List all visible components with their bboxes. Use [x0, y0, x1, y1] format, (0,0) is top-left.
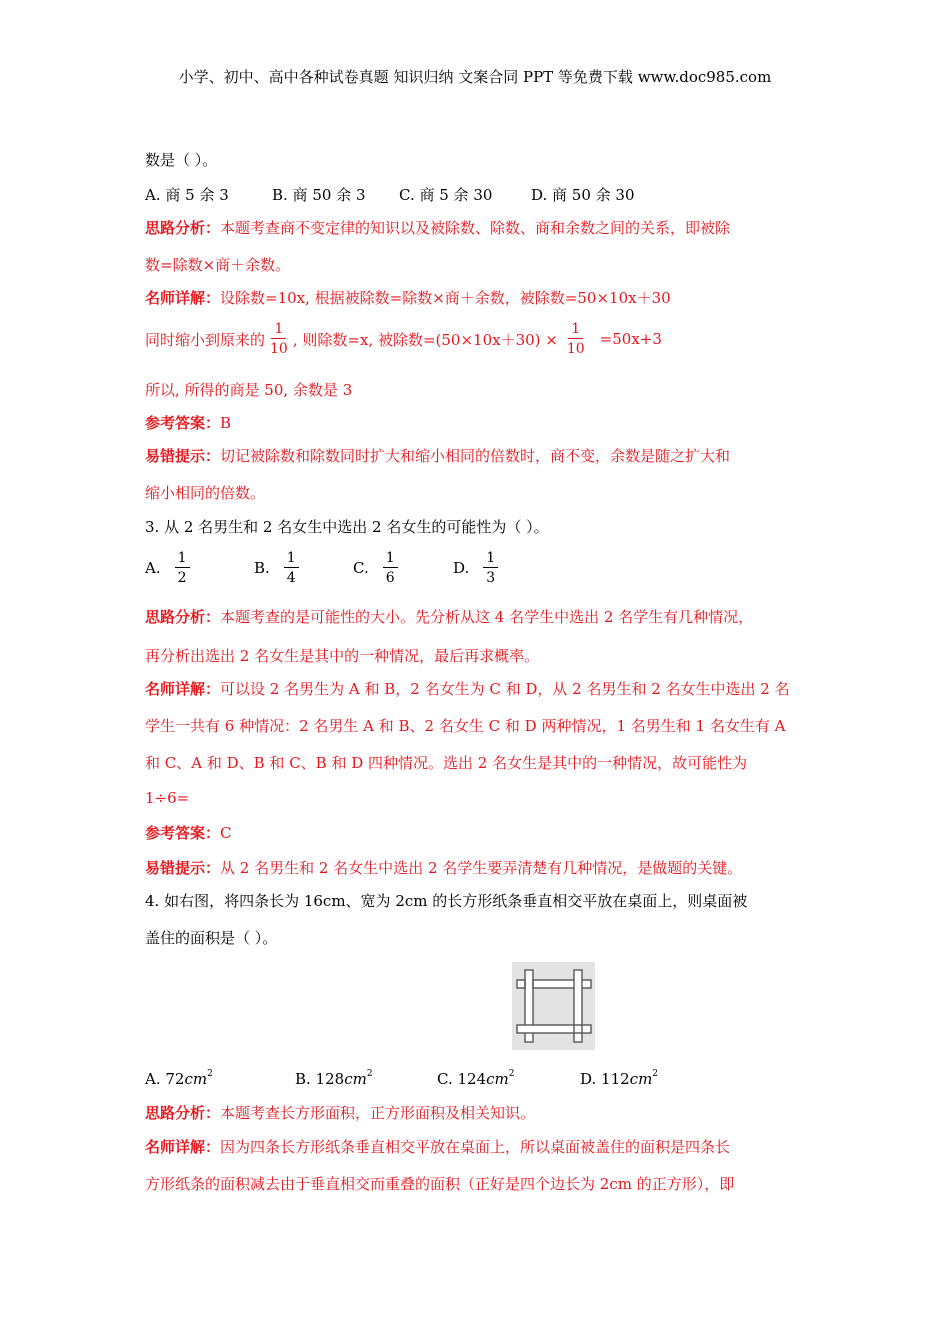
option-letter: D.: [453, 559, 470, 577]
q2-detail-label: 名师详解：: [145, 289, 221, 307]
q3-answer-value: C: [220, 824, 232, 842]
q2-detail-text-b: , 则除数=x, 被除数=(50×10x＋30) ×: [292, 330, 558, 349]
q2-tip-label: 易错提示：: [145, 447, 221, 465]
q2-detail-text: 设除数=10x, 根据被除数=除数×商＋余数，被除数=50×10x＋30: [220, 289, 671, 307]
q3-answer: [145, 822, 232, 843]
q2-answer: [145, 412, 231, 433]
option-exponent: 2: [207, 1069, 213, 1079]
q4-option-a: [145, 1069, 213, 1088]
q3-answer-label: 参考答案：: [145, 824, 221, 842]
q4-analysis-label: 思路分析：: [145, 1104, 221, 1122]
strip-right: [574, 970, 582, 1042]
q4-detail: [145, 1136, 730, 1157]
option-fraction: [483, 551, 498, 585]
q2-answer-value: B: [220, 414, 232, 432]
q2-tip: [145, 445, 730, 466]
q3-detail-line3: 和 C、A 和 D、B 和 C、B 和 D 四种情况。选出 2 名女生是其中的一种情况，故可能性为: [145, 754, 748, 772]
q3-detail-text: 可以设 2 名男生为 A 和 B，2 名女生为 C 和 D，从 2 名男生和 2 名女生中选出 2 名: [220, 680, 790, 698]
option-letter: B.: [254, 559, 270, 577]
q3-detail-line4: 1÷6=: [145, 789, 190, 807]
q3-stem: 3. 从 2 名男生和 2 名女生中选出 2 名女生的可能性为（ ）。: [145, 518, 549, 536]
q3-analysis-text: 本题考查的是可能性的大小。先分析从这 4 名学生中选出 2 名学生有几种情况，: [220, 608, 754, 626]
fraction-denominator: 6: [385, 570, 395, 586]
fraction-numerator: 1: [483, 551, 498, 568]
option-fraction: [284, 551, 299, 585]
option-unit: cm: [629, 1070, 653, 1088]
q4-option-d: [580, 1069, 658, 1088]
q2-stem-tail: 数是（ ）。: [145, 151, 218, 169]
q3-detail: [145, 678, 790, 699]
option-exponent: 2: [366, 1069, 373, 1079]
option-label: C. 124: [437, 1070, 487, 1088]
option-fraction: [383, 551, 398, 585]
option-fraction: [175, 551, 190, 585]
q3-tip-label: 易错提示：: [145, 859, 221, 877]
q2-detail-line3: 所以, 所得的商是 50, 余数是 3: [145, 381, 353, 399]
fraction-numerator: 1: [383, 551, 398, 568]
crossed-strips-figure: [512, 962, 595, 1050]
q2-analysis: [145, 217, 730, 238]
fraction-denominator: 3: [486, 570, 496, 586]
q3-option-c: [353, 551, 400, 585]
q3-option-a: [145, 551, 192, 585]
q2-detail: [145, 287, 671, 308]
q2-detail-text-a: 同时缩小到原来的: [145, 330, 266, 349]
q4-detail-label: 名师详解：: [145, 1138, 221, 1156]
fraction-denominator: 10: [566, 341, 585, 357]
q3-analysis-cont: 再分析出选出 2 名女生是其中的一种情况，最后再求概率。: [145, 647, 540, 665]
q2-analysis-text: 本题考查商不变定律的知识以及被除数、除数、商和余数之间的关系，即被除: [220, 219, 731, 237]
q2-option-d: D. 商 50 余 30: [531, 186, 635, 204]
q3-option-d: [453, 551, 500, 585]
page-header: 小学、初中、高中各种试卷真题 知识归纳 文案合同 PPT 等免费下载 www.doc985.com: [178, 68, 772, 86]
q2-detail-line2: [145, 322, 662, 356]
option-label: D. 112: [580, 1070, 630, 1088]
q3-analysis-label: 思路分析：: [145, 608, 221, 626]
fraction-one-tenth-2: [564, 322, 588, 356]
option-label: A. 72: [145, 1070, 185, 1088]
q4-option-c: [437, 1069, 514, 1088]
q4-stem-cont: 盖住的面积是（ ）。: [145, 929, 278, 947]
q3-option-b: [254, 551, 301, 585]
q3-tip-text: 从 2 名男生和 2 名女生中选出 2 名学生要弄清楚有几种情况，是做题的关键。: [220, 859, 743, 877]
q3-analysis: [145, 606, 753, 627]
q2-tip-cont: 缩小相同的倍数。: [145, 484, 266, 502]
q2-answer-label: 参考答案：: [145, 414, 221, 432]
fraction-denominator: 4: [286, 570, 296, 586]
q2-tip-text: 切记被除数和除数同时扩大和缩小相同的倍数时，商不变，余数是随之扩大和: [220, 447, 731, 465]
option-letter: A.: [145, 559, 161, 577]
q2-option-b: B. 商 50 余 3: [272, 186, 366, 204]
option-exponent: 2: [508, 1069, 515, 1079]
option-unit: cm: [344, 1070, 367, 1088]
q4-detail-line2: 方形纸条的面积减去由于垂直相交而重叠的面积（正好是四个边长为 2cm 的正方形），即: [145, 1175, 735, 1193]
q4-option-b: [295, 1069, 373, 1088]
q2-detail-text-c: =50x+3: [599, 330, 662, 348]
option-label: B. 128: [295, 1070, 345, 1088]
option-unit: cm: [184, 1070, 208, 1088]
q3-tip: [145, 857, 742, 878]
q4-detail-text: 因为四条长方形纸条垂直相交平放在桌面上，所以桌面被盖住的面积是四条长: [220, 1138, 731, 1156]
option-letter: C.: [353, 559, 369, 577]
fraction-denominator: 2: [177, 570, 187, 586]
fraction-denominator: 10: [270, 341, 288, 357]
q2-option-c: C. 商 5 余 30: [399, 186, 493, 204]
q4-stem: 4. 如右图，将四条长为 16cm、宽为 2cm 的长方形纸条垂直相交平放在桌面上，则桌面被: [145, 892, 748, 910]
fraction-numerator: 1: [284, 551, 299, 568]
q3-detail-label: 名师详解：: [145, 680, 221, 698]
fraction-numerator: 1: [175, 551, 190, 568]
q2-option-a: A. 商 5 余 3: [145, 186, 229, 204]
option-exponent: 2: [652, 1069, 659, 1079]
option-unit: cm: [486, 1070, 509, 1088]
q2-analysis-cont: 数=除数×商＋余数。: [145, 256, 291, 274]
q2-analysis-label: 思路分析：: [145, 219, 221, 237]
fraction-numerator: 1: [271, 322, 286, 339]
q4-analysis-text: 本题考查长方形面积，正方形面积及相关知识。: [220, 1104, 536, 1122]
q4-analysis: [145, 1102, 535, 1123]
fraction-numerator: 1: [568, 322, 583, 339]
q3-detail-line2: 学生一共有 6 种情况：2 名男生 A 和 B、2 名女生 C 和 D 两种情况，1 名男生和 1 名女生有 A: [145, 717, 786, 735]
fraction-one-tenth: [267, 322, 291, 356]
